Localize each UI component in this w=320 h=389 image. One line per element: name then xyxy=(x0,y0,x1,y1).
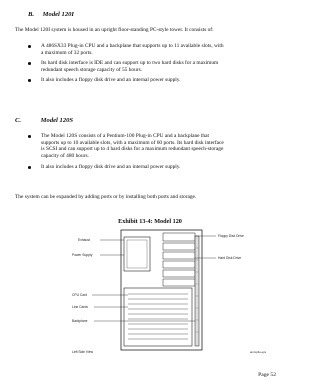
label-floppy-disk-drive: Floppy Disk Drive xyxy=(218,234,244,238)
floppy-bay xyxy=(163,233,195,241)
bullet-line: is SCSI and can support up to 4 hard disks for a maximum redundant speech-storage xyxy=(41,146,224,152)
backplane-strip xyxy=(195,236,199,346)
section-c-bullet-list xyxy=(28,133,224,171)
label-backplane: Backplane xyxy=(72,319,88,323)
page-number: Page 52 xyxy=(258,372,276,378)
model-120-diagram xyxy=(68,228,278,356)
bullet-icon xyxy=(28,166,31,169)
bullet-line: Its hard disk interface is IDE and can support up to two hard disks for a maximum xyxy=(41,60,219,66)
section-c-bullet-item xyxy=(28,133,224,159)
bullet-line: redundant speech storage capacity of 55 hours. xyxy=(41,66,143,73)
section-b-letter: B. xyxy=(28,11,35,18)
label-hard-disk-drive: Hard Disk Drive xyxy=(218,256,242,260)
section-b-bullet-item xyxy=(28,43,224,56)
section-c-bullet-item xyxy=(28,164,224,171)
bullet-icon xyxy=(28,79,31,82)
label-power-supply: Power Supply xyxy=(72,253,93,257)
bullet-icon xyxy=(28,45,31,48)
bullet-line: a maximum of 32 ports. xyxy=(41,49,93,56)
bullet-icon xyxy=(28,135,31,138)
figure-code: ammp4e.eps xyxy=(250,350,267,354)
section-b-bullet-list xyxy=(28,43,224,84)
card-cage xyxy=(124,288,192,346)
section-b-title: Model 120I xyxy=(42,11,74,18)
expansion-paragraph: The system can be expanded by adding ports or by installing both ports and storage. xyxy=(15,194,197,200)
label-left-side-view: Left Side View xyxy=(72,350,94,354)
section-b-heading xyxy=(28,11,74,18)
exhibit-title: Exhibit 13-4: Model 120 xyxy=(118,218,182,225)
section-c-letter: C. xyxy=(15,117,22,124)
bullet-line: The Model 120S consists of a Pentium-100 Plug-in CPU and a backplane that xyxy=(41,133,209,139)
section-b-bullet-item xyxy=(28,60,224,73)
bullet-line: capacity of 480 hours. xyxy=(41,152,89,159)
bullet-icon xyxy=(28,62,31,65)
bullet-line: supports up to 10 available slots, with a maximum of 60 ports. Its hard disk interface xyxy=(41,139,224,146)
bullet-line: It also includes a floppy disk drive and an internal power supply. xyxy=(41,77,181,83)
section-b-bullet-item xyxy=(28,77,224,84)
section-c-heading xyxy=(15,117,73,124)
label-cpu-card: CPU Card xyxy=(72,293,88,297)
section-b-intro: The Model 120I system is housed in an upright floor-standing PC-style tower. It consists of: xyxy=(15,27,214,33)
bullet-line: A 486SX33 Plug-in CPU and a backplane that supports up to 11 available slots, with xyxy=(41,43,224,49)
power-supply-box xyxy=(124,237,150,271)
label-exhaust: Exhaust xyxy=(78,238,90,242)
label-line-cards: Line Cards xyxy=(72,305,88,309)
section-c-title: Model 120S xyxy=(40,117,74,124)
bullet-line: It also includes a floppy disk drive and an internal power supply. xyxy=(41,164,181,170)
